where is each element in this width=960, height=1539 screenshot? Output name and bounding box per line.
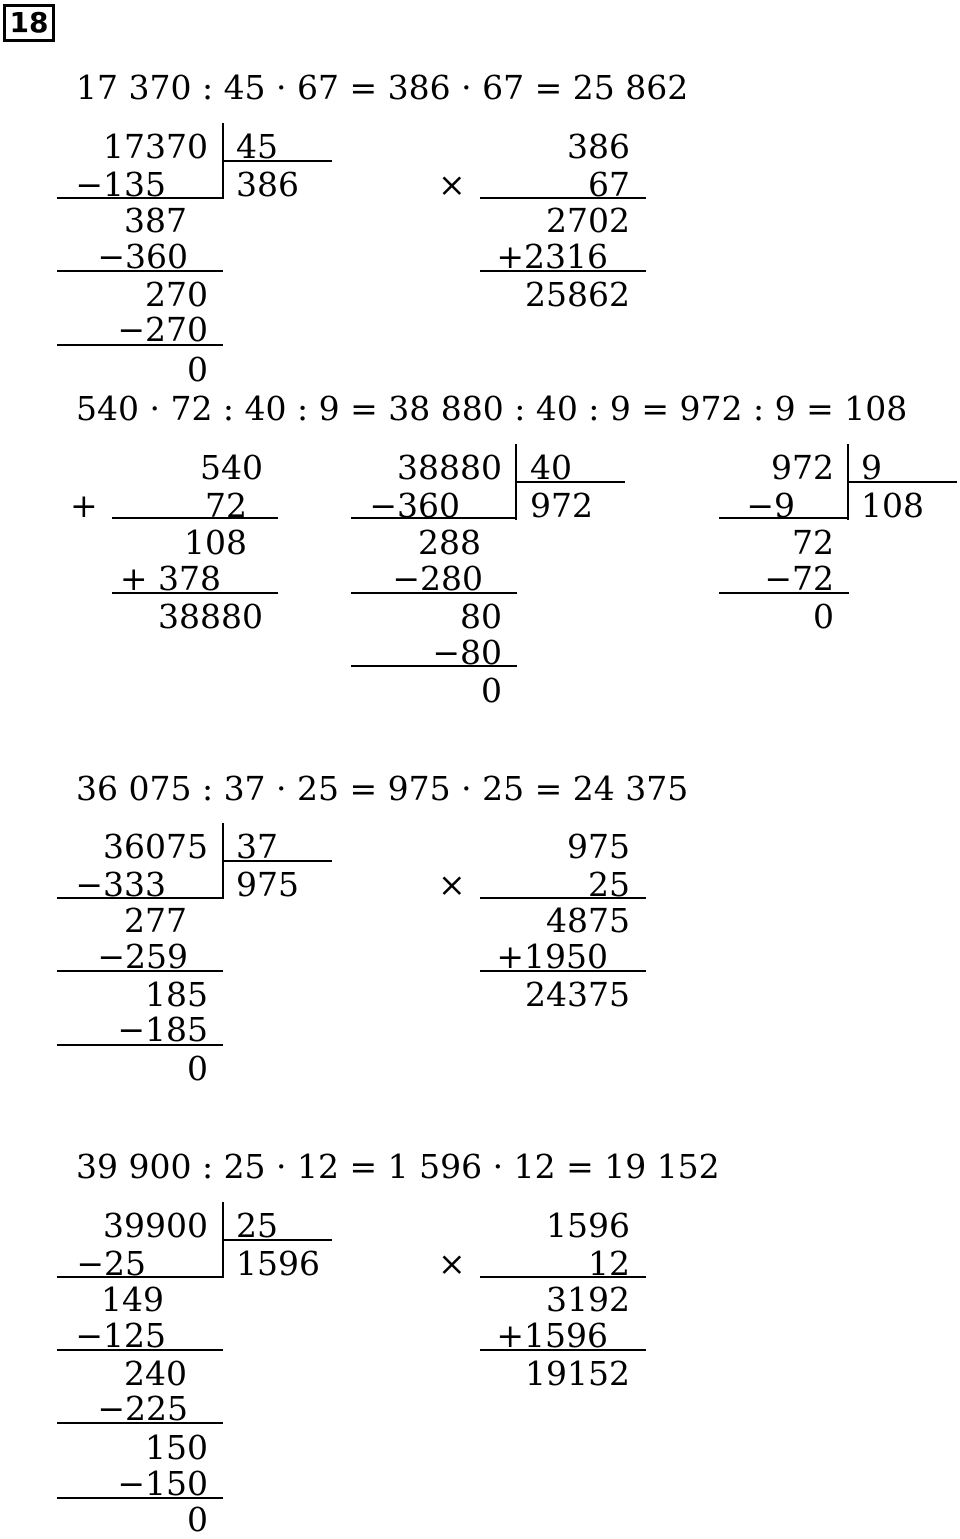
step: 270 xyxy=(145,275,208,314)
operator: × xyxy=(438,865,466,904)
step-line xyxy=(57,197,223,199)
step-line xyxy=(57,1276,223,1278)
dividend: 972 xyxy=(771,448,834,487)
dividend: 17370 xyxy=(103,127,208,166)
step-line xyxy=(351,665,517,667)
step: 0 xyxy=(813,597,834,636)
step: 185 xyxy=(145,975,208,1014)
equation-4: 39 900 : 25 · 12 = 1 596 · 12 = 19 152 xyxy=(76,1147,720,1186)
step: 0 xyxy=(187,1049,208,1088)
step: −25 xyxy=(76,1244,146,1283)
divisor: 25 xyxy=(236,1206,278,1245)
factor-a: 540 xyxy=(200,448,263,487)
partial-1: 4875 xyxy=(546,901,630,940)
step-line xyxy=(719,517,849,519)
mul-line xyxy=(480,270,646,272)
partial-2: + 378 xyxy=(119,559,221,598)
step-line xyxy=(57,897,223,899)
quotient: 108 xyxy=(861,486,924,525)
step: 277 xyxy=(124,901,187,940)
mul-line xyxy=(112,517,278,519)
dividend: 38880 xyxy=(397,448,502,487)
step: −185 xyxy=(117,1010,208,1049)
step: −225 xyxy=(97,1389,188,1428)
quotient: 386 xyxy=(236,165,299,204)
partial-1: 2702 xyxy=(546,201,630,240)
problem-number-badge: 18 xyxy=(3,4,55,42)
step: −360 xyxy=(369,486,460,525)
product: 24375 xyxy=(525,975,630,1014)
divisor: 40 xyxy=(530,448,572,487)
operator: × xyxy=(438,1244,466,1283)
product: 25862 xyxy=(525,275,630,314)
factor-a: 386 xyxy=(567,127,630,166)
mul-line xyxy=(480,1276,646,1278)
operator: × xyxy=(438,165,466,204)
step: 0 xyxy=(481,671,502,710)
step: −280 xyxy=(392,559,483,598)
step: 80 xyxy=(460,597,502,636)
step-line xyxy=(57,270,223,272)
partial-2: +1596 xyxy=(496,1316,608,1355)
product: 19152 xyxy=(525,1354,630,1393)
partial-2: +1950 xyxy=(496,937,608,976)
mul-line xyxy=(480,897,646,899)
factor-b: 72 xyxy=(205,486,247,525)
mul-line xyxy=(480,197,646,199)
factor-b: 25 xyxy=(588,865,630,904)
partial-1: 108 xyxy=(184,523,247,562)
dividend: 36075 xyxy=(103,827,208,866)
step-line xyxy=(57,1349,223,1351)
step-line xyxy=(57,344,223,346)
step-line xyxy=(57,1497,223,1499)
partial-1: 3192 xyxy=(546,1280,630,1319)
mul-line xyxy=(112,592,278,594)
step-line xyxy=(351,517,517,519)
step: 72 xyxy=(792,523,834,562)
step: −72 xyxy=(764,559,834,598)
step: −333 xyxy=(75,865,166,904)
factor-b: 12 xyxy=(588,1244,630,1283)
partial-2: +2316 xyxy=(496,237,608,276)
quotient: 972 xyxy=(530,486,593,525)
step: −80 xyxy=(432,633,502,672)
step: −259 xyxy=(97,937,188,976)
step-line xyxy=(351,592,517,594)
step: 288 xyxy=(418,523,481,562)
step: 0 xyxy=(187,350,208,389)
step-line xyxy=(719,592,849,594)
step: −270 xyxy=(117,310,208,349)
step-line xyxy=(57,970,223,972)
factor-a: 1596 xyxy=(546,1206,630,1245)
operator: + xyxy=(70,486,98,525)
step: 240 xyxy=(124,1354,187,1393)
equation-2: 540 · 72 : 40 : 9 = 38 880 : 40 : 9 = 972 : 9 = 108 xyxy=(76,389,908,428)
step: −125 xyxy=(75,1316,166,1355)
step-line xyxy=(57,1044,223,1046)
mul-line xyxy=(480,1349,646,1351)
step: −360 xyxy=(97,237,188,276)
factor-b: 67 xyxy=(588,165,630,204)
step: −150 xyxy=(117,1464,208,1503)
step: −135 xyxy=(75,165,166,204)
step-line xyxy=(57,1422,223,1424)
step: 387 xyxy=(124,201,187,240)
quotient: 1596 xyxy=(236,1244,320,1283)
step: 149 xyxy=(101,1280,164,1319)
dividend: 39900 xyxy=(103,1206,208,1245)
factor-a: 975 xyxy=(567,827,630,866)
product: 38880 xyxy=(158,597,263,636)
divisor: 9 xyxy=(861,448,882,487)
step: −9 xyxy=(746,486,795,525)
divisor: 37 xyxy=(236,827,278,866)
equation-1: 17 370 : 45 · 67 = 386 · 67 = 25 862 xyxy=(76,68,689,107)
equation-3: 36 075 : 37 · 25 = 975 · 25 = 24 375 xyxy=(76,769,689,808)
quotient: 975 xyxy=(236,865,299,904)
divisor: 45 xyxy=(236,127,278,166)
step: 0 xyxy=(187,1500,208,1539)
mul-line xyxy=(480,970,646,972)
step: 150 xyxy=(145,1428,208,1467)
